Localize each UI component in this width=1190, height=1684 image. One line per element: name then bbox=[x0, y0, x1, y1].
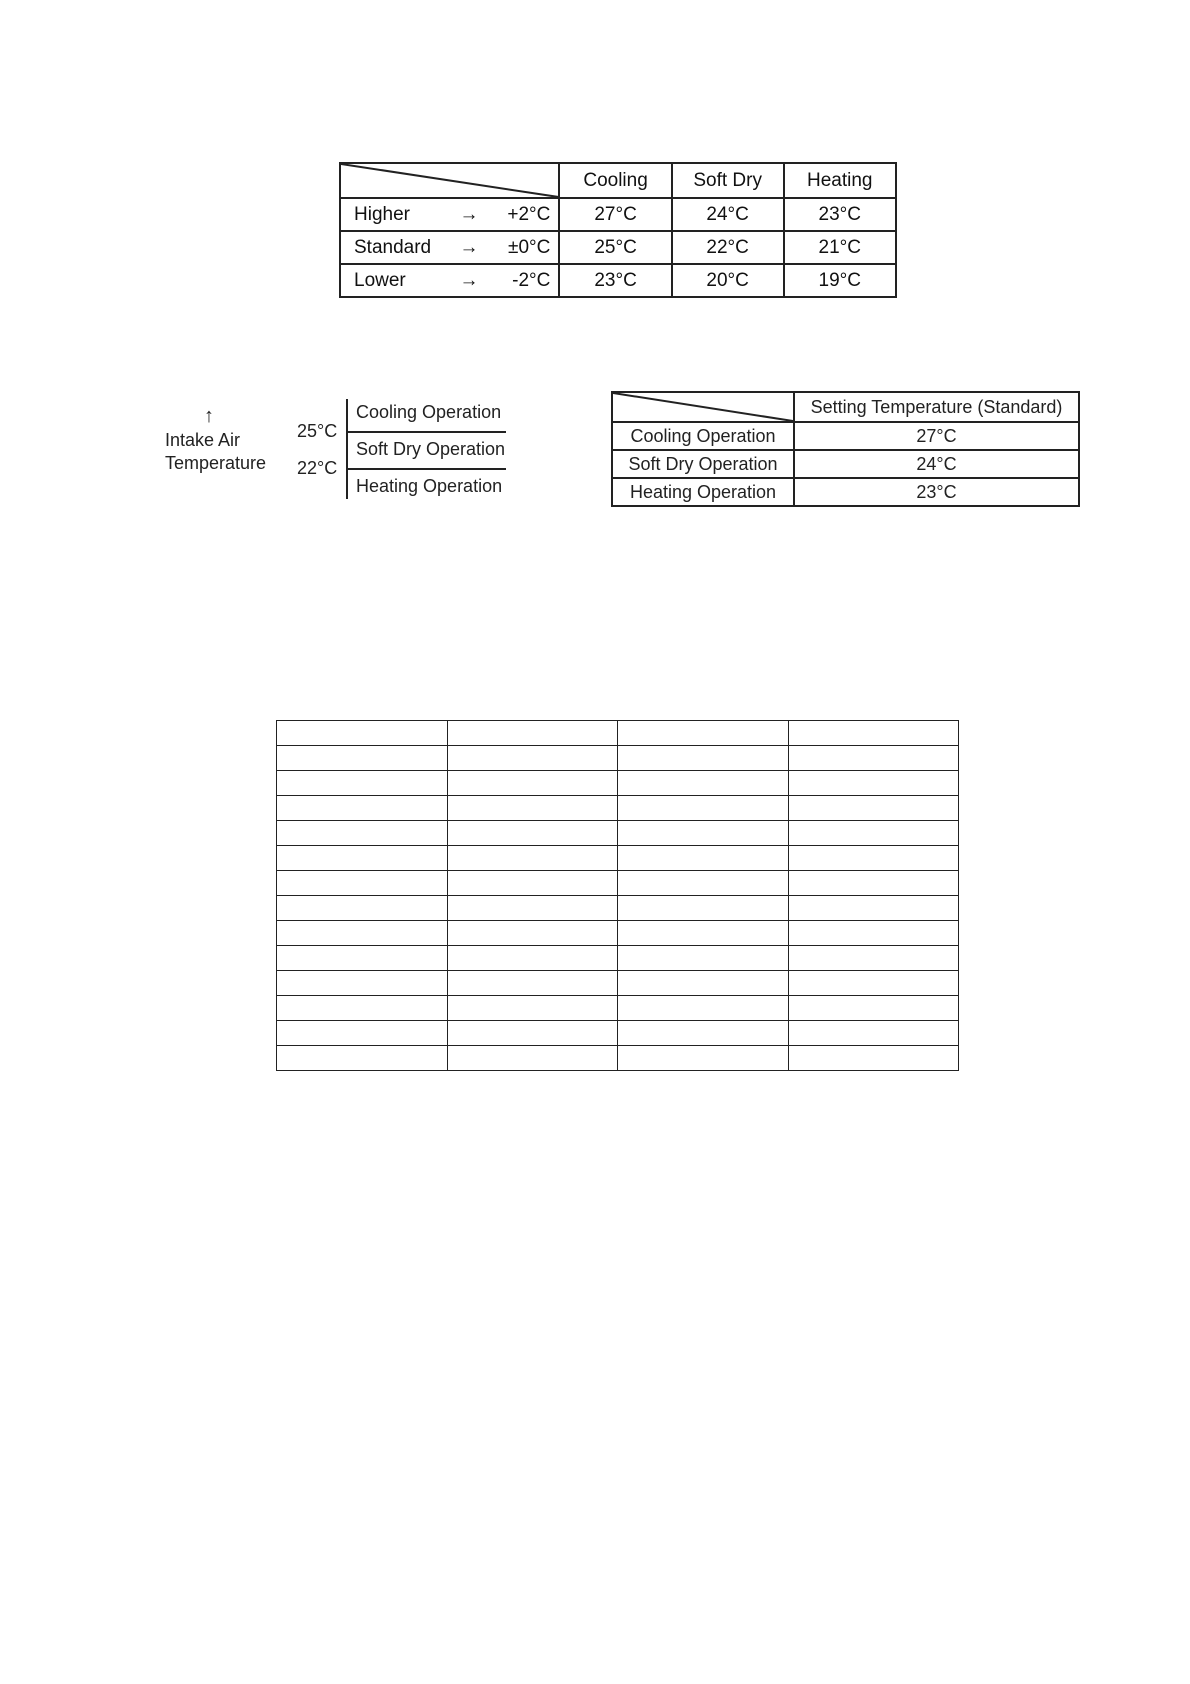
blank-row bbox=[277, 946, 959, 971]
blank-cell bbox=[277, 746, 448, 771]
cell-value: 27°C bbox=[559, 198, 671, 231]
setting-header: Setting Temperature (Standard) bbox=[794, 392, 1079, 422]
blank-cell bbox=[447, 971, 618, 996]
blank-cell bbox=[447, 746, 618, 771]
blank-cell bbox=[277, 921, 448, 946]
blank-cell bbox=[788, 996, 959, 1021]
cell-value: 27°C bbox=[794, 422, 1079, 450]
blank-cell bbox=[788, 796, 959, 821]
intake-air-diagram bbox=[0, 0, 600, 520]
setting-row-cooling bbox=[612, 422, 1079, 450]
blank-row bbox=[277, 971, 959, 996]
cell-value: 23°C bbox=[784, 198, 897, 231]
blank-cell bbox=[788, 946, 959, 971]
blank-cell bbox=[618, 1046, 789, 1071]
intake-label-line2: Temperature bbox=[165, 453, 267, 473]
blank-cell bbox=[447, 871, 618, 896]
blank-cell bbox=[788, 871, 959, 896]
blank-cell bbox=[788, 821, 959, 846]
setting-row-soft-dry bbox=[612, 450, 1079, 478]
row-label: Lower bbox=[354, 269, 406, 291]
blank-cell bbox=[788, 971, 959, 996]
blank-cell bbox=[277, 971, 448, 996]
col-cooling: Cooling bbox=[559, 163, 671, 198]
blank-cell bbox=[447, 996, 618, 1021]
blank-cell bbox=[447, 946, 618, 971]
divider-low bbox=[346, 468, 506, 470]
blank-cell bbox=[788, 1046, 959, 1071]
blank-cell bbox=[618, 746, 789, 771]
blank-cell bbox=[618, 721, 789, 746]
op-heating: Heating Operation bbox=[356, 476, 503, 496]
blank-cell bbox=[618, 996, 789, 1021]
blank-row bbox=[277, 896, 959, 921]
cell-value: 22°C bbox=[672, 231, 784, 264]
blank-row bbox=[277, 796, 959, 821]
blank-cell bbox=[277, 1046, 448, 1071]
blank-cell bbox=[618, 771, 789, 796]
blank-cell bbox=[447, 771, 618, 796]
blank-cell bbox=[447, 1046, 618, 1071]
divider-vertical bbox=[346, 399, 348, 499]
cell-value: 21°C bbox=[784, 231, 897, 264]
cell-value: 20°C bbox=[672, 264, 784, 297]
cell-value: 25°C bbox=[559, 231, 671, 264]
threshold-low: 22°C bbox=[297, 458, 338, 478]
blank-cell bbox=[788, 846, 959, 871]
row-offset: +2°C bbox=[507, 203, 551, 225]
op-soft-dry: Soft Dry Operation bbox=[356, 439, 506, 459]
blank-row bbox=[277, 846, 959, 871]
blank-cell bbox=[618, 921, 789, 946]
right-arrow-icon: → bbox=[459, 203, 479, 225]
row-label: Higher bbox=[354, 203, 410, 225]
row-label: Soft Dry Operation bbox=[612, 450, 794, 478]
right-arrow-icon: → bbox=[459, 269, 479, 291]
blank-cell bbox=[618, 971, 789, 996]
blank-row bbox=[277, 1046, 959, 1071]
blank-row bbox=[277, 996, 959, 1021]
blank-cell bbox=[277, 946, 448, 971]
row-label: Heating Operation bbox=[612, 478, 794, 506]
blank-cell bbox=[447, 896, 618, 921]
col-soft-dry: Soft Dry bbox=[672, 163, 784, 198]
diagonal-line bbox=[613, 393, 793, 421]
blank-cell bbox=[788, 1021, 959, 1046]
setting-table-header bbox=[612, 392, 1079, 422]
blank-cell bbox=[277, 846, 448, 871]
col-heating: Heating bbox=[784, 163, 897, 198]
blank-row bbox=[277, 1021, 959, 1046]
blank-cell bbox=[618, 946, 789, 971]
blank-cell bbox=[447, 721, 618, 746]
blank-row bbox=[277, 746, 959, 771]
row-label: Cooling Operation bbox=[612, 422, 794, 450]
cell-value: 23°C bbox=[559, 264, 671, 297]
cell-value: 23°C bbox=[794, 478, 1079, 506]
right-arrow-icon: → bbox=[459, 236, 479, 258]
blank-cell bbox=[277, 871, 448, 896]
blank-cell bbox=[618, 896, 789, 921]
diagonal-header-cell bbox=[612, 392, 794, 422]
blank-row bbox=[277, 821, 959, 846]
blank-cell bbox=[447, 921, 618, 946]
blank-cell bbox=[277, 896, 448, 921]
op-cooling: Cooling Operation bbox=[356, 402, 502, 422]
threshold-high: 25°C bbox=[297, 421, 338, 441]
cell-value: 24°C bbox=[672, 198, 784, 231]
blank-cell bbox=[447, 821, 618, 846]
blank-row bbox=[277, 921, 959, 946]
blank-cell bbox=[277, 721, 448, 746]
blank-cell bbox=[277, 1021, 448, 1046]
blank-cell bbox=[618, 846, 789, 871]
blank-cell bbox=[447, 846, 618, 871]
blank-cell bbox=[447, 1021, 618, 1046]
blank-cell bbox=[788, 896, 959, 921]
blank-cell bbox=[618, 796, 789, 821]
setting-temperature-table bbox=[611, 391, 1080, 507]
blank-row bbox=[277, 871, 959, 896]
blank-cell bbox=[447, 796, 618, 821]
row-offset: ±0°C bbox=[508, 236, 551, 258]
blank-cell bbox=[618, 871, 789, 896]
blank-cell bbox=[618, 821, 789, 846]
blank-grid-table bbox=[276, 720, 959, 1071]
blank-row bbox=[277, 721, 959, 746]
blank-cell bbox=[618, 1021, 789, 1046]
cell-value: 24°C bbox=[794, 450, 1079, 478]
blank-cell bbox=[277, 996, 448, 1021]
blank-cell bbox=[277, 821, 448, 846]
blank-cell bbox=[277, 771, 448, 796]
divider-high bbox=[346, 431, 506, 433]
blank-cell bbox=[277, 796, 448, 821]
blank-cell bbox=[788, 721, 959, 746]
row-offset: -2°C bbox=[512, 269, 551, 291]
up-arrow-icon: ↑ bbox=[204, 405, 214, 427]
blank-cell bbox=[788, 746, 959, 771]
blank-cell bbox=[788, 771, 959, 796]
intake-label-line1: Intake Air bbox=[165, 430, 241, 450]
setting-row-heating bbox=[612, 478, 1079, 506]
cell-value: 19°C bbox=[784, 264, 897, 297]
row-label: Standard bbox=[354, 236, 432, 258]
blank-cell bbox=[788, 921, 959, 946]
blank-row bbox=[277, 771, 959, 796]
